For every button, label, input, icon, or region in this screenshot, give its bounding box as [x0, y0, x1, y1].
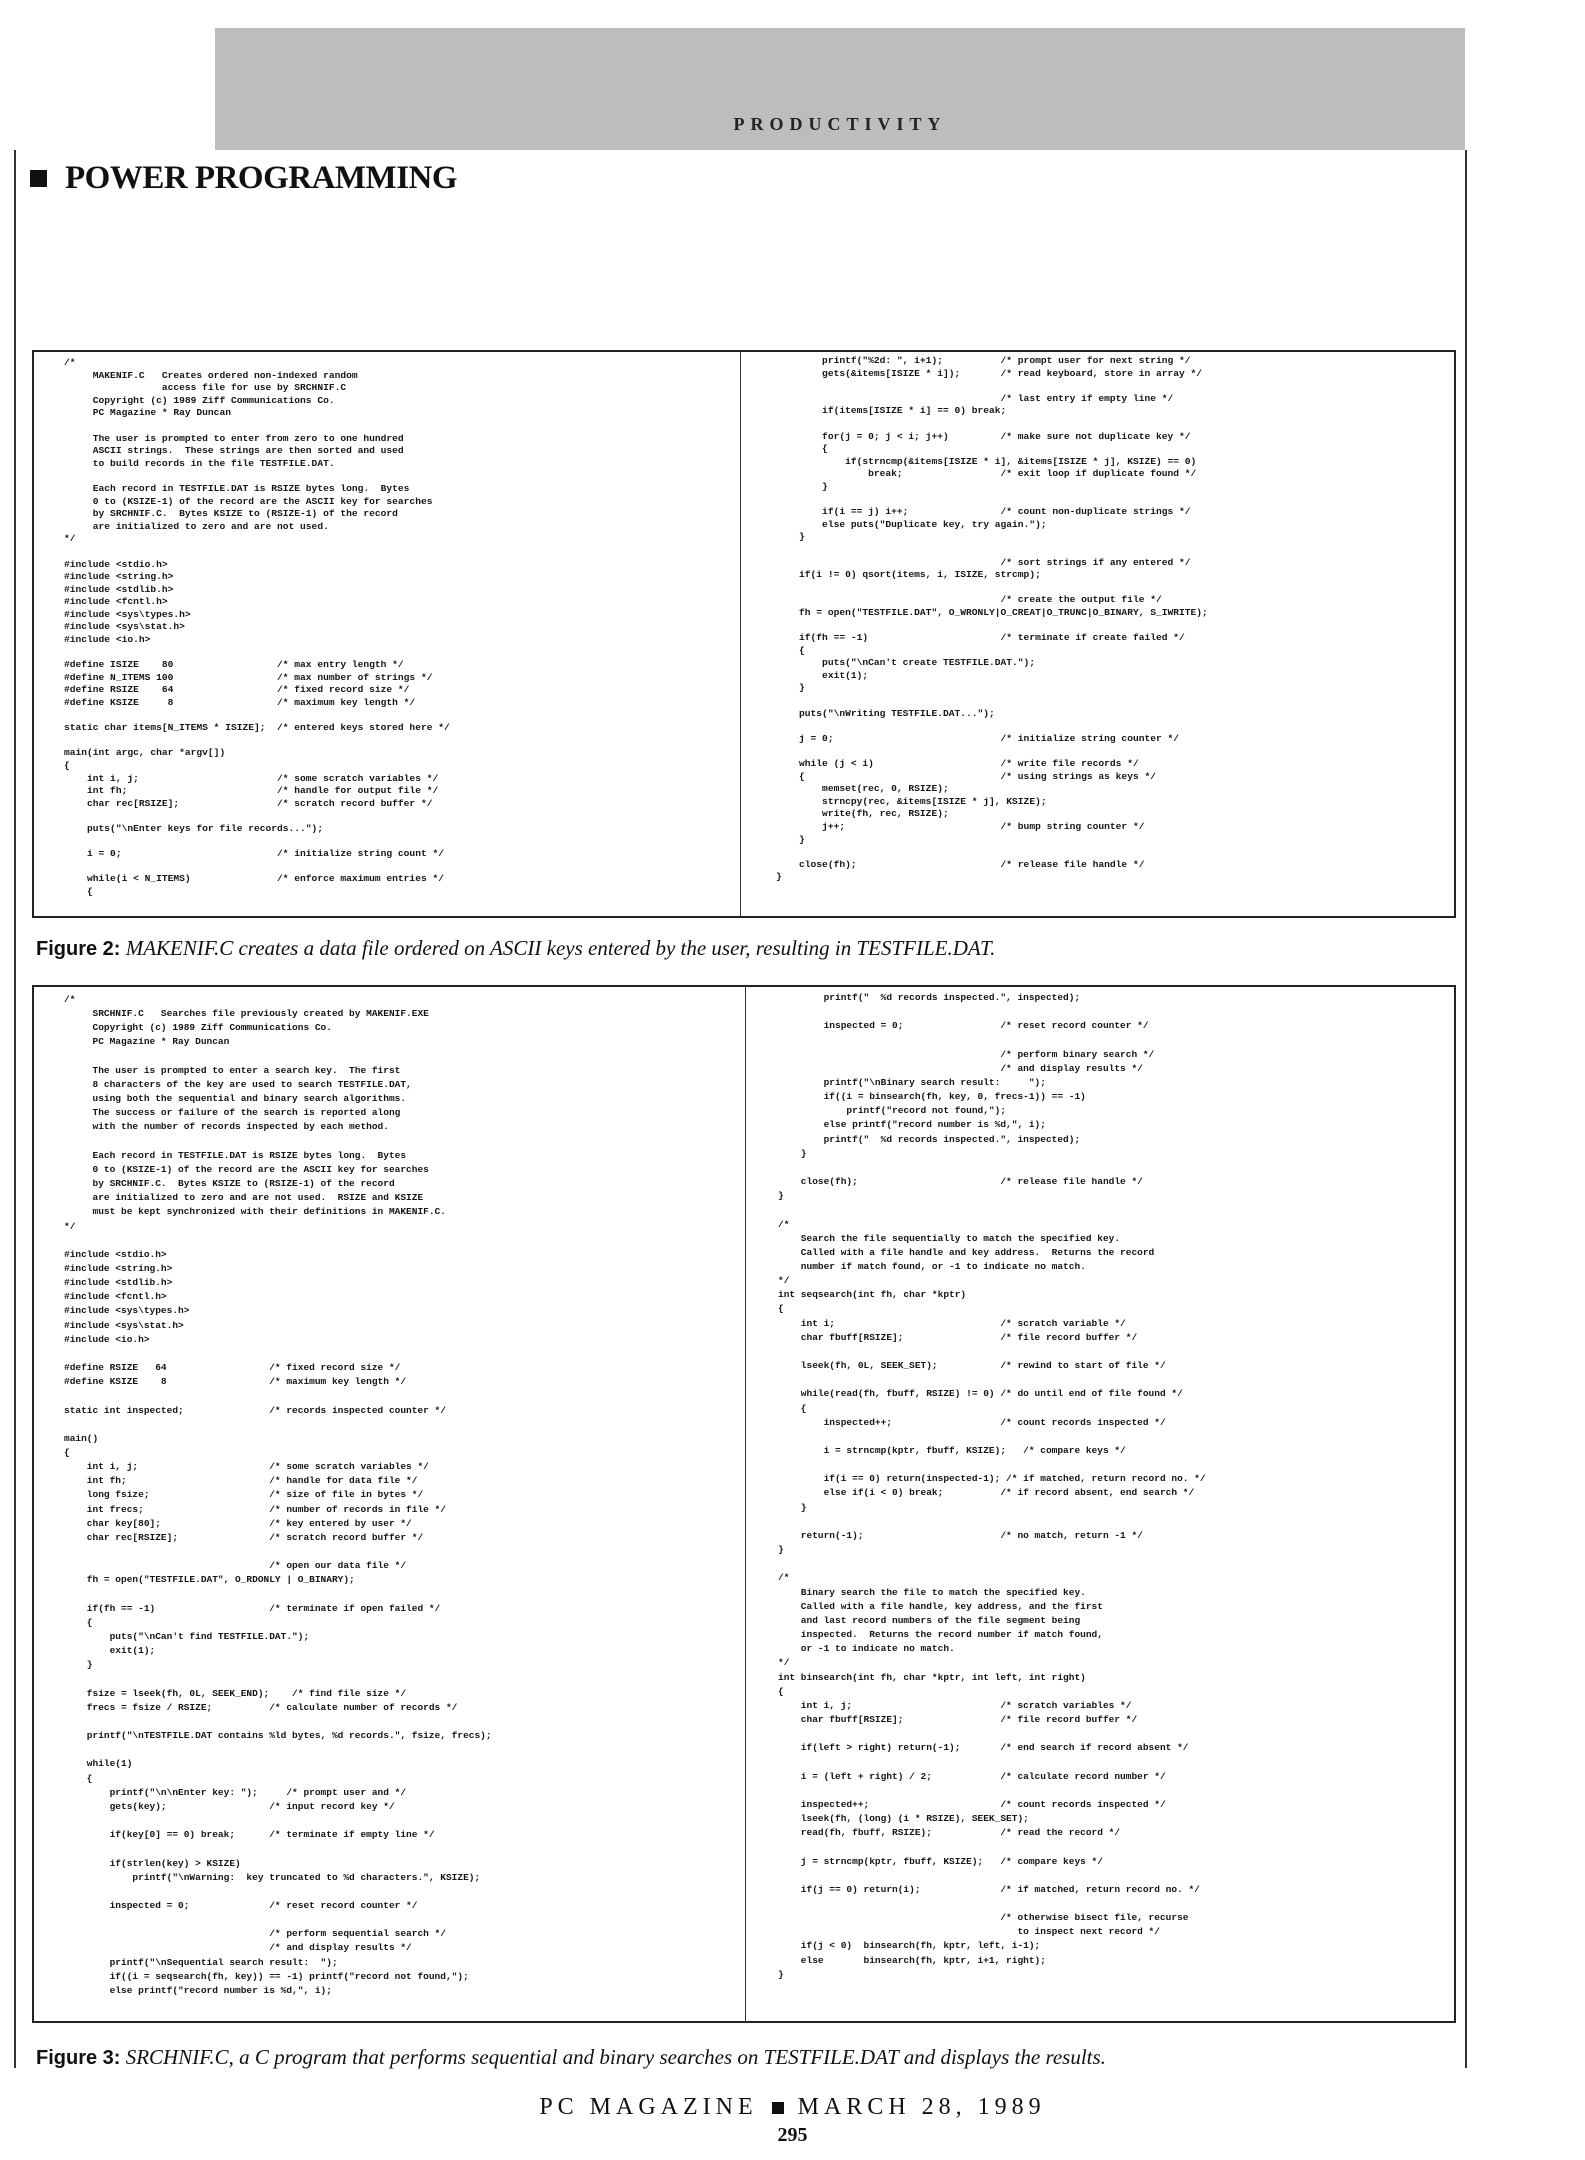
figure-3-right-column	[745, 987, 1454, 2021]
figure-3-listing	[32, 985, 1456, 2023]
left-column-rule	[14, 150, 16, 2068]
section-label: PRODUCTIVITY	[733, 114, 947, 134]
footer-date: MARCH 28, 1989	[797, 2094, 1046, 2120]
figure-2-listing	[32, 350, 1456, 918]
page-heading-text: POWER PROGRAMMING	[65, 160, 458, 196]
figure-2-left-column	[34, 352, 740, 916]
figure-3-left-column	[34, 987, 745, 2021]
heading-bullet-icon	[30, 170, 47, 187]
page-footer	[0, 2094, 1585, 2121]
footer-magazine: PC MAGAZINE	[539, 2094, 758, 2120]
figure-2-right-column	[740, 352, 1454, 916]
figure-2-caption	[36, 936, 995, 961]
figure-2-caption-text: MAKENIF.C creates a data file ordered on ASCII keys entered by the user, resulting in TESTFILE.DAT.	[120, 936, 996, 960]
figure-2-left-code: /* MAKENIF.C Creates ordered non-indexed random access file for use by SRCHNIF.C Copyright (c) 1989 Ziff Communications Co. PC Magazine * Ray Duncan The user is prompted to enter from zero to one hundred ASCII strings. These strings are then sorted and used to build records in the file TESTFILE.DAT. Each record in TESTFILE.DAT is RSIZE bytes long. Bytes 0 to (KSIZE-1) of the record are the ASCII key for searches by SRCHNIF.C. Bytes KSIZE to (RSIZE-1) of the record are initialized to zero and are not used. */ #include <stdio.h> #include <string.h> #include <stdlib.h> #include <fcntl.h> #include <sys\types.h> #include <sys\stat.h> #include <io.h> #define ISIZE 80 /* max entry length */ #define N_ITEMS 100 /* max number of strings */ #define RSIZE 64 /* fixed record size */ #define KSIZE 8 /* maximum key length */ static char items[N_ITEMS * ISIZE]; /* entered keys stored here */ main(int argc, char *argv[]) { int i, j; /* some scratch variables */ int fh; /* handle for output file */ char rec[RSIZE]; /* scratch record buffer */ puts("\nEnter keys for file records..."); i = 0; /* initialize string count */ while(i < N_ITEMS) /* enforce maximum entries */ {	[64, 357, 450, 897]
figure-3-left-code: /* SRCHNIF.C Searches file previously created by MAKENIF.EXE Copyright (c) 1989 Ziff Communications Co. PC Magazine * Ray Duncan The user is prompted to enter a search key. The first 8 characters of the key are used to search TESTFILE.DAT, using both the sequential and binary search algorithms. The success or failure of the search is reported along with the number of records inspected by each method. Each record in TESTFILE.DAT is RSIZE bytes long. Bytes 0 to (KSIZE-1) of the record are the ASCII key for searches by SRCHNIF.C. Bytes KSIZE to (RSIZE-1) of the record are initialized to zero and are not used. RSIZE and KSIZE must be kept synchronized with their definitions in MAKENIF.C. */ #include <stdio.h> #include <string.h> #include <stdlib.h> #include <fcntl.h> #include <sys\types.h> #include <sys\stat.h> #include <io.h> #define RSIZE 64 /* fixed record size */ #define KSIZE 8 /* maximum key length */ static int inspected; /* records inspected counter */ main() { int i, j; /* some scratch variables */ int fh; /* handle for data file */ long fsize; /* size of file in bytes */ int frecs; /* number of records in file */ char key[80]; /* key entered by user */ char rec[RSIZE]; /* scratch record buffer */ /* open our data file */ fh = open("TESTFILE.DAT", O_RDONLY | O_BINARY); if(fh == -1) /* terminate if open failed */ { puts("\nCan't find TESTFILE.DAT."); exit(1); } fsize = lseek(fh, 0L, SEEK_END); /* find file size */ frecs = fsize / RSIZE; /* calculate number of records */ printf("\nTESTFILE.DAT contains %ld bytes, %d records.", fsize, frecs); while(1) { printf("\n\nEnter key: "); /* prompt user and */ gets(key); /* input record key */ if(key[0] == 0) break; /* terminate if empty line */ if(strlen(key) > KSIZE) printf("\nWarning: key truncated to %d characters.", KSIZE); inspected = 0; /* reset record counter */ /* perform sequential search */ /* and display results */ printf("\nSequential search result: "); if((i = seqsearch(fh, key)) == -1) printf("record not found,"); else printf("record number is %d,", i);	[64, 994, 492, 1996]
page-number: 295	[777, 2124, 808, 2146]
figure-3-caption-label: Figure 3:	[36, 2047, 121, 2069]
footer-separator-icon	[772, 2102, 784, 2114]
page-heading	[30, 160, 457, 197]
figure-3-caption-text: SRCHNIF.C, a C program that performs sequential and binary searches on TESTFILE.DAT and displays the results.	[120, 2045, 1106, 2069]
figure-3-right-code: printf(" %d records inspected.", inspected); inspected = 0; /* reset record counter */ /* perform binary search */ /* and display results */ printf("\nBinary search result: "); if((i = binsearch(fh, key, 0, frecs-1)) == -1) printf("record not found,"); else printf("record number is %d,", i); printf(" %d records inspected.", inspected); } close(fh); /* release file handle */ } /* Search the file sequentially to match the specified key. Called with a file handle and key address. Returns the record number if match found, or -1 to indicate no match. */ int seqsearch(int fh, char *kptr) { int i; /* scratch variable */ char fbuff[RSIZE]; /* file record buffer */ lseek(fh, 0L, SEEK_SET); /* rewind to start of file */ while(read(fh, fbuff, RSIZE) != 0) /* do until end of file found */ { inspected++; /* count records inspected */ i = strncmp(kptr, fbuff, KSIZE); /* compare keys */ if(i == 0) return(inspected-1); /* if matched, return record no. */ else if(i < 0) break; /* if record absent, end search */ } return(-1); /* no match, return -1 */ } /* Binary search the file to match the specified key. Called with a file handle, key address, and the first and last record numbers of the file segment being inspected. Returns the record number if match found, or -1 to indicate no match. */ int binsearch(int fh, char *kptr, int left, int right) { int i, j; /* scratch variables */ char fbuff[RSIZE]; /* file record buffer */ if(left > right) return(-1); /* end search if record absent */ i = (left + right) / 2; /* calculate record number */ inspected++; /* count records inspected */ lseek(fh, (long) (i * RSIZE), SEEK_SET); read(fh, fbuff, RSIZE); /* read the record */ j = strncmp(kptr, fbuff, KSIZE); /* compare keys */ if(j == 0) return(i); /* if matched, return record no. */ /* otherwise bisect file, recurse to inspect next record */ if(j < 0) binsearch(fh, kptr, left, i-1); else binsearch(fh, kptr, i+1, right); }	[778, 992, 1206, 1980]
figure-2-right-code: printf("%2d: ", i+1); /* prompt user for next string */ gets(&items[ISIZE * i]); /* read keyboard, store in array */ /* last entry if empty line */ if(items[ISIZE * i] == 0) break; for(j = 0; j < i; j++) /* make sure not duplicate key */ { if(strncmp(&items[ISIZE * i], &items[ISIZE * j], KSIZE) == 0) break; /* exit loop if duplicate found */ } if(i == j) i++; /* count non-duplicate strings */ else puts("Duplicate key, try again."); } /* sort strings if any entered */ if(i != 0) qsort(items, i, ISIZE, strcmp); /* create the output file */ fh = open("TESTFILE.DAT", O_WRONLY|O_CREAT|O_TRUNC|O_BINARY, S_IWRITE); if(fh == -1) /* terminate if create failed */ { puts("\nCan't create TESTFILE.DAT."); exit(1); } puts("\nWriting TESTFILE.DAT..."); j = 0; /* initialize string counter */ while (j < i) /* write file records */ { /* using strings as keys */ memset(rec, 0, RSIZE); strncpy(rec, &items[ISIZE * j], KSIZE); write(fh, rec, RSIZE); j++; /* bump string counter */ } close(fh); /* release file handle */ }	[776, 355, 1208, 883]
right-column-rule	[1465, 150, 1467, 2068]
figure-2-caption-label: Figure 2:	[36, 938, 121, 960]
figure-3-caption	[36, 2045, 1106, 2070]
